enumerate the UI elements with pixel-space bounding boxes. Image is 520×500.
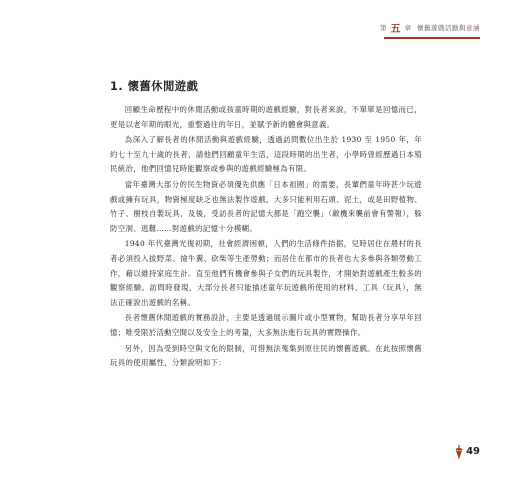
paragraph: 1940 年代臺灣光復初期，社會經濟困頓，人們的生活條件拮据，兒時居住在農村的長者必須投入拔野菜、撿牛糞、砍柴等生產勞動；而居住在都市的長者也大多參與各類勞動工作，藉以維持家庭生計。直至他們有機會參與子女們的玩具製作，才開始對遊戲產生較多的觀察經驗。訪問時發現，大部分長者只能描述童年玩遊戲所使用的材料、工具（玩具），無法正確說出遊戲的名稱。 — [110, 239, 422, 307]
main-content — [110, 78, 422, 372]
chapter-suffix: 章 — [404, 23, 411, 32]
paragraph: 長者懷舊休閒遊戲的實務設計，主要是透過展示圖片或小型實物，幫助長者分享早年回憶；唯受限於活動空間以及安全上的考量，大多無法進行玩具的實際操作。 — [110, 313, 422, 337]
chapter-prefix: 第 — [380, 23, 387, 32]
paragraph: 另外，因為受到時空與文化的限制，可惜無法蒐集到原住民的懷舊遊戲。在此按照懷舊玩具的使用屬性，分類說明如下： — [110, 343, 422, 368]
paragraph: 當年臺灣大部分的民生物資必須優先供應「日本祖國」的需要，長輩們童年時甚少玩遊戲或擁有玩具，物資極度缺乏也無法製作遊戲，大多只能利用石頭、泥土，或是田野植物、竹子、樹枝自製玩具，及後，受訪長者的記憶大都是「跑空襲」（敵機來襲前會有警報），躲防空洞、逃難……對遊戲的記憶十分模糊。 — [110, 179, 422, 233]
header-rule — [384, 37, 480, 39]
paragraph: 為深入了解長者的休閒活動與遊戲經驗，透過訪問數位出生於 1930 至 1950 年，年約七十至九十歲的長者，請他們回顧童年生活，這段時期的出生者，小學時曾經歷過日本殖民統治，他們回憶兒時能觀察或參與的遊戲經驗極為有限。 — [110, 135, 422, 174]
spinning-top-icon — [455, 444, 463, 458]
chapter-number: 五 — [390, 23, 401, 35]
section-heading: 1. 懷舊休閒遊戲 — [110, 80, 199, 93]
page-number: 49 — [466, 445, 480, 457]
page-footer — [455, 440, 480, 462]
running-header — [380, 18, 480, 36]
chapter-title: 懷舊遊戲活動與意涵 — [417, 23, 480, 32]
paragraph: 回顧生命歷程中的休閒活動或孩童時期的遊戲經驗，對長者來說，不單單是回憶而已，更是以老年期的眼光，重整過往的年日，並賦予新的體會與意義。 — [110, 105, 422, 129]
